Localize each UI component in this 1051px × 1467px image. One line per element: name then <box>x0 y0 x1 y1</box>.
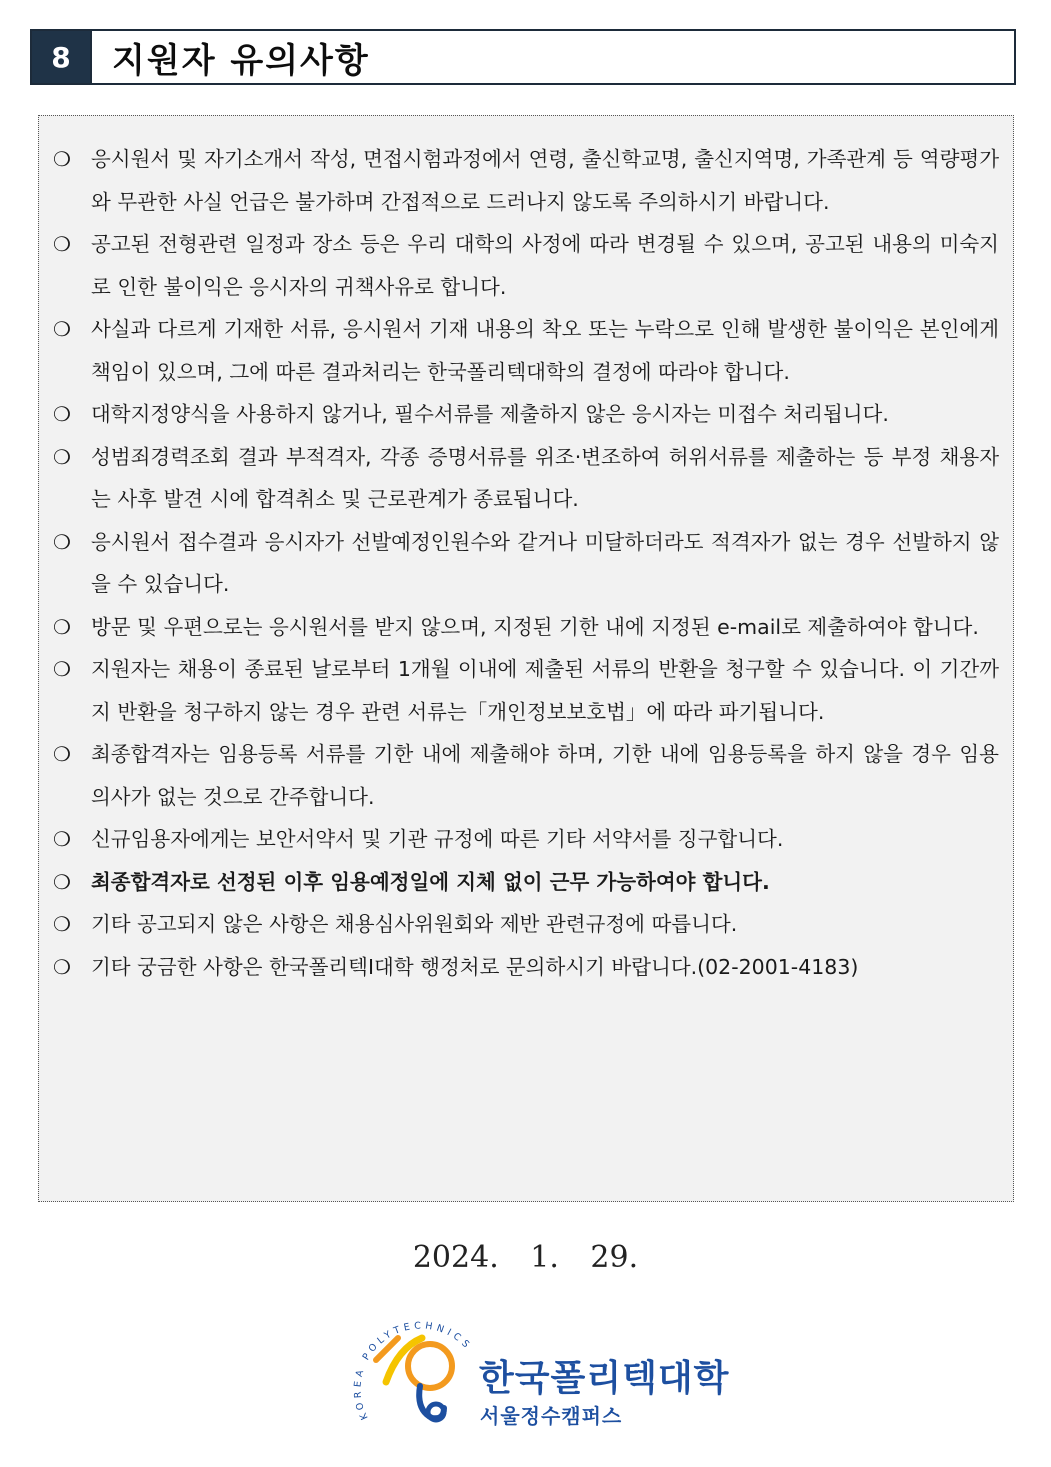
circle-bullet-icon: ❍ <box>53 444 71 469</box>
circle-bullet-icon: ❍ <box>53 529 71 554</box>
notice-text: 지원자는 채용이 종료된 날로부터 1개월 이내에 제출된 서류의 반환을 청구할 수 있습니다. 이 기간까지 반환을 청구하지 않는 경우 관련 서류는「개인정보보호법」에 따라 파기됩니다. <box>91 657 999 724</box>
notice-item <box>51 946 999 989</box>
notice-text: 방문 및 우편으로는 응시원서를 받지 않으며, 지정된 기한 내에 지정된 e-mail로 제출하여야 합니다. <box>91 614 979 639</box>
circle-bullet-icon: ❍ <box>53 827 71 851</box>
notice-item <box>51 818 999 861</box>
emblem-ring-text: KOREA POLYTECHNICS <box>352 1320 474 1422</box>
circle-bullet-icon: ❍ <box>53 317 71 341</box>
notice-item <box>51 436 999 521</box>
circle-bullet-icon: ❍ <box>53 742 71 766</box>
notice-item <box>51 733 999 818</box>
document-date: 2024. 1. 29. <box>412 1240 639 1275</box>
circle-bullet-icon: ❍ <box>53 232 71 256</box>
circle-bullet-icon: ❍ <box>53 912 71 936</box>
notice-text: 응시원서 및 자기소개서 작성, 면접시험과정에서 연령, 출신학교명, 출신지역명, 가족관계 등 역량평가와 무관한 사실 언급은 불가하며 간접적으로 드러나지 않도록 주의하시기 바랍니다. <box>91 147 999 214</box>
section-title: 지원자 유의사항 <box>112 40 370 81</box>
logo-campus: 서울정수캠퍼스 <box>480 1404 623 1428</box>
notice-text: 사실과 다르게 기재한 서류, 응시원서 기재 내용의 착오 또는 누락으로 인해 발생한 불이익은 본인에게 책임이 있으며, 그에 따른 결과처리는 한국폴리텍대학의 결정에 따라야 합니다. <box>91 317 999 384</box>
notice-box <box>38 115 1014 1202</box>
notice-item <box>51 393 999 436</box>
notice-item <box>51 138 999 223</box>
notice-text: 공고된 전형관련 일정과 장소 등은 우리 대학의 사정에 따라 변경될 수 있으며, 공고된 내용의 미숙지로 인한 불이익은 응시자의 귀책사유로 합니다. <box>91 232 999 299</box>
circle-bullet-icon: ❍ <box>53 954 71 979</box>
notice-item <box>51 903 999 946</box>
logo <box>346 1300 730 1440</box>
notice-text: 대학지정양식을 사용하지 않거나, 필수서류를 제출하지 않은 응시자는 미접수 처리됩니다. <box>91 402 889 426</box>
polytechnics-emblem-icon <box>346 1300 486 1440</box>
section-header <box>30 29 1016 85</box>
circle-bullet-icon: ❍ <box>53 657 71 681</box>
notice-item <box>51 521 999 606</box>
svg-text:KOREA POLYTECHNICS <box>352 1320 474 1421</box>
circle-bullet-icon: ❍ <box>53 402 71 426</box>
notice-item <box>51 223 999 308</box>
notice-text: 기타 궁금한 사항은 한국폴리텍I대학 행정처로 문의하시기 바랍니다.(02-2001-4183) <box>91 954 859 979</box>
circle-bullet-icon: ❍ <box>53 147 71 171</box>
notice-text: 최종합격자는 임용등록 서류를 기한 내에 제출해야 하며, 기한 내에 임용등록을 하지 않을 경우 임용 의사가 없는 것으로 간주합니다. <box>91 742 999 809</box>
notice-text: 기타 공고되지 않은 사항은 채용심사위원회와 제반 관련규정에 따릅니다. <box>91 912 738 936</box>
circle-bullet-icon: ❍ <box>53 869 71 894</box>
section-number: 8 <box>32 31 92 83</box>
notice-item <box>51 308 999 393</box>
notice-item <box>51 648 999 733</box>
notice-text: 응시원서 접수결과 응시자가 선발예정인원수와 같거나 미달하더라도 적격자가 없는 경우 선발하지 않을 수 있습니다. <box>91 529 999 596</box>
circle-bullet-icon: ❍ <box>53 614 71 639</box>
notice-text: 최종합격자로 선정된 이후 임용예정일에 지체 없이 근무 가능하여야 합니다. <box>91 869 770 894</box>
notice-text: 신규임용자에게는 보안서약서 및 기관 규정에 따른 기타 서약서를 징구합니다. <box>91 827 784 851</box>
notice-list <box>51 138 999 988</box>
notice-item <box>51 861 999 904</box>
notice-item <box>51 606 999 649</box>
notice-text: 성범죄경력조회 결과 부적격자, 각종 증명서류를 위조·변조하여 허위서류를 제출하는 등 부정 채용자는 사후 발견 시에 합격취소 및 근로관계가 종료됩니다. <box>91 444 999 511</box>
logo-name: 한국폴리텍대학 <box>479 1358 730 1399</box>
